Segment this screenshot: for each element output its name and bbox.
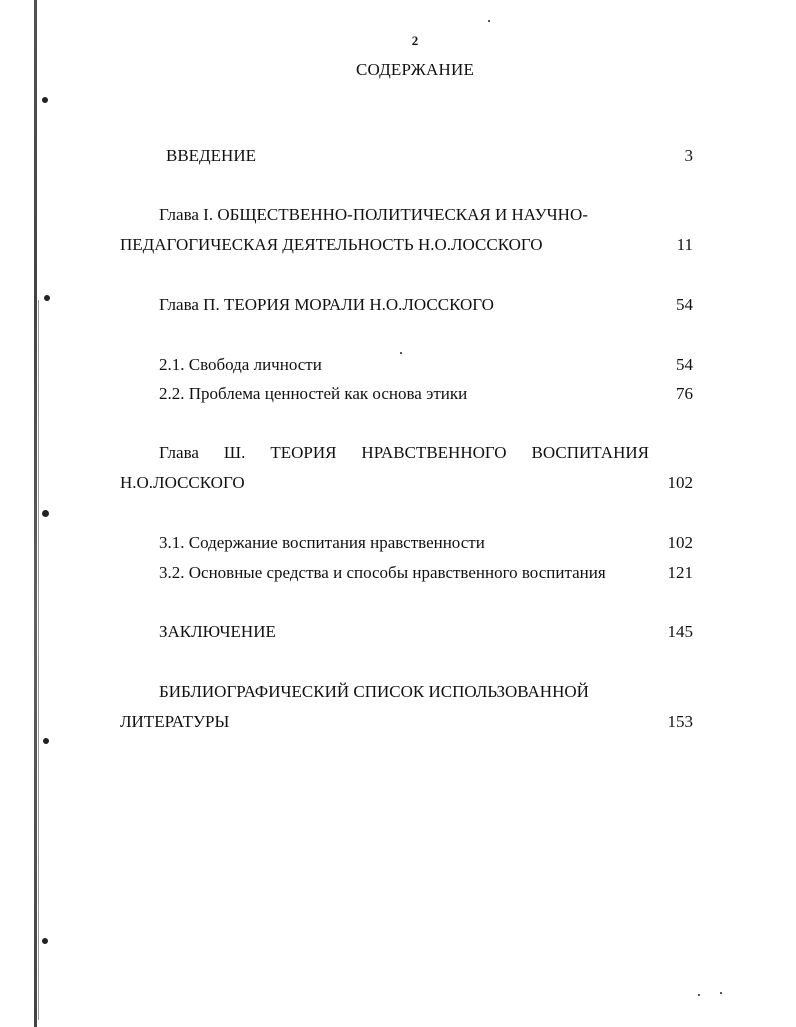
toc-entry-chapter3-word: НРАВСТВЕННОГО (361, 443, 507, 462)
toc-entry-chapter3-page: 102 (667, 473, 693, 492)
toc-entry-chapter1-page: 11 (676, 235, 693, 254)
toc-entry-chapter1-line2: ПЕДАГОГИЧЕСКАЯ ДЕЯТЕЛЬНОСТЬ Н.О.ЛОССКОГО (120, 235, 543, 254)
toc-entry-intro-page: 3 (684, 146, 693, 165)
toc-entry-section-2-1-page: 54 (676, 355, 693, 374)
toc-entry-chapter3-line2: Н.О.ЛОССКОГО (120, 473, 245, 492)
toc-entry-section-3-1-label: 3.1. Содержание воспитания нравственности (159, 533, 485, 552)
scan-speck (400, 352, 402, 354)
toc-entry-bibliography-line1: БИБЛИОГРАФИЧЕСКИЙ СПИСОК ИСПОЛЬЗОВАННОЙ (159, 682, 589, 701)
toc-entry-section-2-1-label: 2.1. Свобода личности (159, 355, 322, 374)
scan-speck (42, 97, 48, 103)
toc-entry-section-2-2-label: 2.2. Проблема ценностей как основа этики (159, 384, 468, 403)
page-number: 2 (411, 33, 419, 48)
toc-entry-chapter3-word: ВОСПИТАНИЯ (531, 443, 649, 462)
scan-speck (488, 20, 490, 22)
toc-entry-chapter3-word: Ш. (223, 443, 246, 462)
scan-speck (43, 738, 49, 744)
toc-entry-bibliography-line2: ЛИТЕРАТУРЫ (120, 712, 230, 731)
scan-edge-line (34, 0, 37, 1027)
toc-entry-conclusion-label: ЗАКЛЮЧЕНИЕ (159, 622, 276, 641)
scan-edge-line-secondary (38, 300, 39, 1020)
scan-speck (698, 994, 700, 996)
toc-entry-bibliography-page: 153 (667, 712, 693, 731)
toc-entry-chapter3-word: Глава (159, 443, 199, 462)
toc-entry-chapter1-line1: Глава I. ОБЩЕСТВЕННО-ПОЛИТИЧЕСКАЯ И НАУЧНО- (159, 205, 588, 224)
toc-entry-section-2-2-page: 76 (676, 384, 693, 403)
scan-speck (42, 938, 48, 944)
scan-speck (720, 992, 722, 994)
toc-entry-intro-label: ВВЕДЕНИЕ (166, 146, 256, 165)
page-title: СОДЕРЖАНИЕ (355, 60, 475, 79)
toc-entry-section-3-2-page: 121 (667, 563, 693, 582)
toc-entry-section-3-1-page: 102 (667, 533, 693, 552)
toc-entry-chapter3-line1 (159, 443, 649, 463)
scan-speck (44, 295, 50, 301)
scan-speck (42, 510, 49, 517)
toc-entry-section-3-2-label: 3.2. Основные средства и способы нравственного воспитания (159, 563, 606, 582)
toc-entry-chapter2-page: 54 (676, 295, 693, 314)
toc-entry-chapter3-word: ТЕОРИЯ (270, 443, 337, 462)
toc-entry-conclusion-page: 145 (667, 622, 693, 641)
toc-entry-chapter2-label: Глава П. ТЕОРИЯ МОРАЛИ Н.О.ЛОССКОГО (159, 295, 494, 314)
